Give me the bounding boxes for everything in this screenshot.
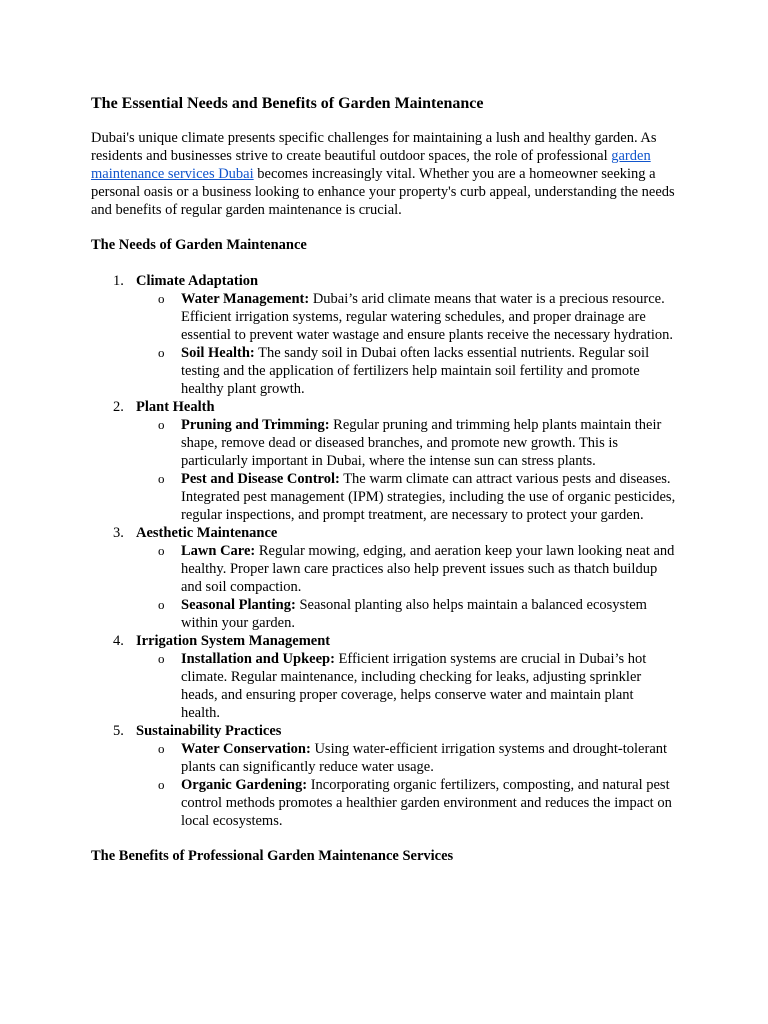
- needs-item-title: Plant Health: [136, 399, 215, 415]
- garden-maintenance-link[interactable]: garden maintenance services Dubai: [91, 148, 651, 182]
- point-title: Soil Health:: [181, 345, 255, 361]
- point-title: Pest and Disease Control:: [181, 471, 340, 487]
- list-number: 4.: [113, 633, 124, 649]
- point-title: Water Conservation:: [181, 741, 311, 757]
- circle-bullet-icon: o: [158, 471, 165, 486]
- document-page: [91, 94, 676, 883]
- sub-list: [136, 416, 676, 524]
- circle-bullet-icon: o: [158, 543, 165, 558]
- list-item: [136, 740, 676, 776]
- list-item: [136, 776, 676, 830]
- list-number: 3.: [113, 525, 124, 541]
- benefits-heading: The Benefits of Professional Garden Maintenance Services: [91, 848, 454, 864]
- list-number: 2.: [113, 399, 124, 415]
- circle-bullet-icon: o: [158, 777, 165, 792]
- point-text: Dubai’s arid climate means that water is a precious resource. Efficient irrigation systems, regular watering schedules, and proper drainage are essential to prevent water wastage and ensure plants receive the necessary hydration.: [181, 291, 673, 343]
- sub-list: [136, 290, 676, 398]
- sub-list: [136, 542, 676, 632]
- point-text: Seasonal planting also helps maintain a balanced ecosystem within your garden.: [181, 597, 647, 631]
- list-item: [136, 596, 676, 632]
- circle-bullet-icon: o: [158, 345, 165, 360]
- circle-bullet-icon: o: [158, 597, 165, 612]
- needs-item-title: Climate Adaptation: [136, 273, 259, 289]
- point-text: Using water-efficient irrigation systems and drought-tolerant plants can significantly reduce water usage.: [181, 741, 668, 775]
- circle-bullet-icon: o: [158, 651, 165, 666]
- point-title: Water Management:: [181, 291, 310, 307]
- list-number: 5.: [113, 723, 124, 739]
- needs-item-climate-adaptation: [91, 272, 676, 398]
- circle-bullet-icon: o: [158, 417, 165, 432]
- sub-list: [136, 650, 676, 722]
- needs-list: [91, 272, 676, 830]
- list-item: [136, 542, 676, 596]
- needs-item-plant-health: [91, 398, 676, 524]
- needs-item-title: Sustainability Practices: [136, 723, 282, 739]
- list-item: [136, 344, 676, 398]
- circle-bullet-icon: o: [158, 291, 165, 306]
- list-item: [136, 470, 676, 524]
- point-text: Regular mowing, edging, and aeration keep your lawn looking neat and healthy. Proper lawn care practices also help prevent issues such as thatch buildup and soil compaction.: [181, 543, 675, 595]
- point-text: The warm climate can attract various pests and diseases. Integrated pest management (IPM) strategies, including the use of organic pesticides, regular inspections, and prompt treatment, are necessary to protect your garden.: [181, 471, 676, 523]
- point-title: Lawn Care:: [181, 543, 256, 559]
- list-item: [136, 290, 676, 344]
- list-item: [136, 416, 676, 470]
- needs-item-sustainability-practices: [91, 722, 676, 830]
- intro-paragraph: [91, 129, 676, 219]
- intro-text-after-link: becomes increasingly vital. Whether you are a homeowner seeking a personal oasis or a business looking to enhance your property's curb appeal, understanding the needs and benefits of regular garden maintenance is crucial.: [91, 166, 675, 218]
- point-title: Organic Gardening:: [181, 777, 308, 793]
- sub-list: [136, 740, 676, 830]
- needs-heading: The Needs of Garden Maintenance: [91, 237, 307, 253]
- point-title: Installation and Upkeep:: [181, 651, 335, 667]
- list-number: 1.: [113, 273, 124, 289]
- point-text: Incorporating organic fertilizers, composting, and natural pest control methods promotes a healthier garden environment and reduces the impact on local ecosystems.: [181, 777, 672, 829]
- point-title: Seasonal Planting:: [181, 597, 296, 613]
- list-item: [136, 650, 676, 722]
- document-title: The Essential Needs and Benefits of Garden Maintenance: [91, 95, 484, 112]
- point-title: Pruning and Trimming:: [181, 417, 330, 433]
- point-text: The sandy soil in Dubai often lacks essential nutrients. Regular soil testing and the application of fertilizers help maintain soil fertility and promote healthy plant growth.: [181, 345, 650, 397]
- circle-bullet-icon: o: [158, 741, 165, 756]
- needs-item-aesthetic-maintenance: [91, 524, 676, 632]
- needs-item-title: Aesthetic Maintenance: [136, 525, 278, 541]
- needs-item-irrigation-system-management: [91, 632, 676, 722]
- point-text: Regular pruning and trimming help plants maintain their shape, remove dead or diseased branches, and promote new growth. This is particularly important in Dubai, where the intense sun can stress plants.: [181, 417, 662, 469]
- needs-item-title: Irrigation System Management: [136, 633, 331, 649]
- intro-text-before-link: Dubai's unique climate presents specific challenges for maintaining a lush and healthy garden. As residents and businesses strive to create beautiful outdoor spaces, the role of professional: [91, 130, 657, 164]
- point-text: Efficient irrigation systems are crucial in Dubai’s hot climate. Regular maintenance, including checking for leaks, adjusting sprinkler heads, and ensuring proper coverage, helps conserve water and maintain plant health.: [181, 651, 647, 721]
